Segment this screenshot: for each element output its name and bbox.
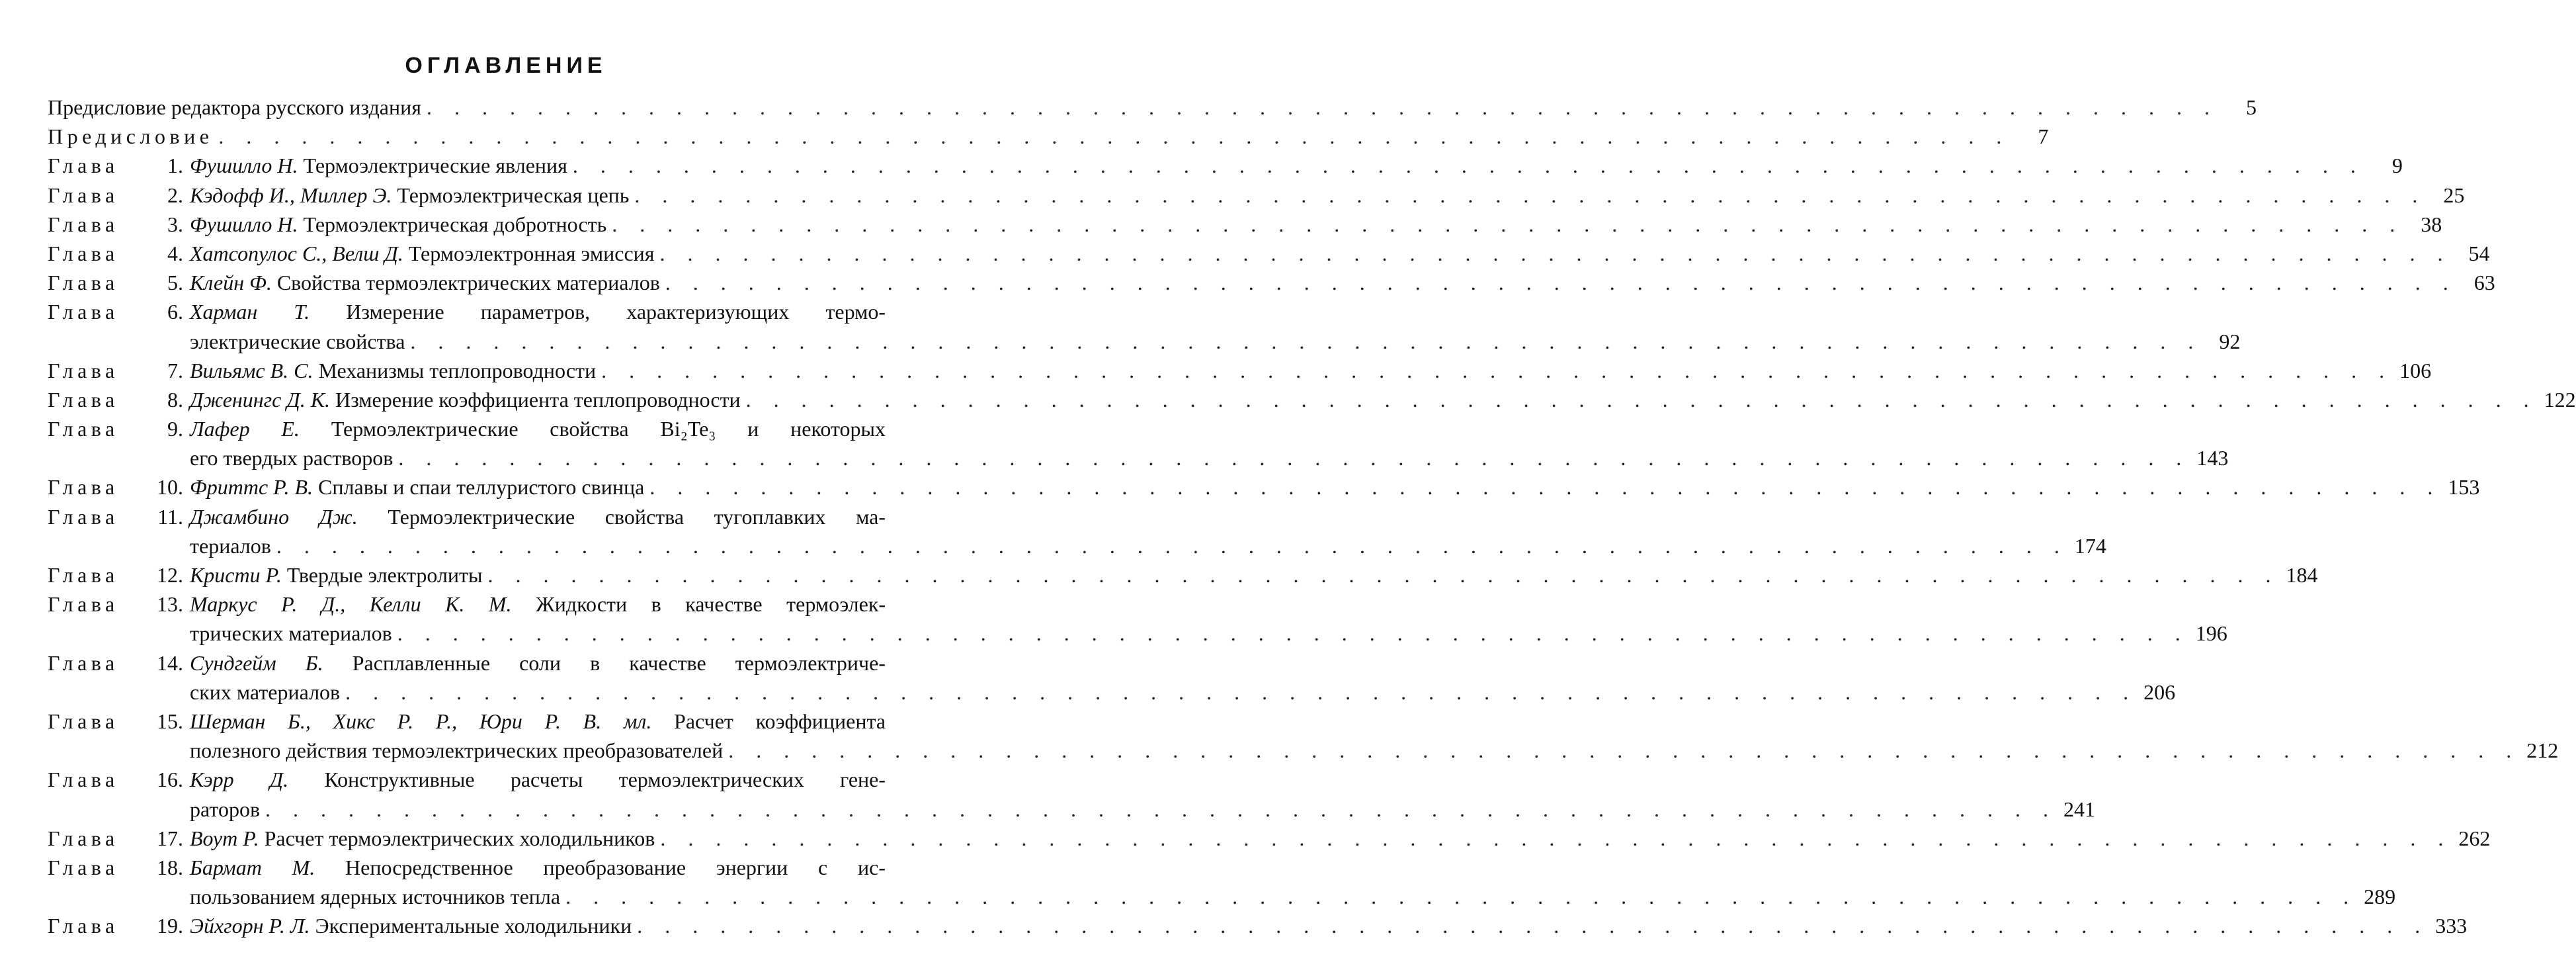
chapter-title: Сплавы и спаи теллуристого свинца [318, 475, 645, 500]
chapter-number: 3. [167, 212, 183, 236]
leader-dots: . . . . . . . . . . . . . . . . . . . . . . . . . . . . . . . . . . . . . . . . . . . . . . . . . . . . . . . . . . . . . . . . . [572, 154, 2364, 178]
chapter-title-continued: пользованием ядерных источников тепла [190, 885, 561, 909]
toc-entry-chapter-15-continued [48, 736, 2559, 765]
chapter-label: Глава [48, 768, 119, 792]
chapter-label: Глава [48, 709, 119, 733]
chapter-number: 2. [167, 183, 183, 207]
toc-entry-chapter-17 [48, 824, 2491, 853]
chapter-label: Глава [48, 183, 119, 207]
page-title: ОГЛАВЛЕНИЕ [405, 53, 607, 78]
chapter-title: Термоэлектрическая добротность [303, 212, 607, 236]
page-number: 153 [2448, 475, 2480, 500]
leader-dots: . . . . . . . . . . . . . . . . . . . . . . . . . . . . . . . . . . . . . . . . . . . . . . . . . . . . . . . . . . . . . . . . . [665, 271, 2457, 295]
chapter-number: 9. [167, 417, 183, 441]
chapter-label: Глава [48, 241, 119, 265]
leader-dots: . . . . . . . . . . . . . . . . . . . . . . . . . . . . . . . . . . . . . . . . . . . . . . . . . . . . . . . . . . . . . . . . . [265, 797, 2057, 821]
page-number: 241 [2063, 797, 2096, 821]
toc-entry-chapter-5 [48, 268, 2495, 297]
chapter-author: Фушилло Н. [190, 154, 298, 178]
chapter-number: 19. [157, 914, 183, 938]
chapter-number: 7. [167, 358, 183, 382]
toc-entry-editor-preface [48, 93, 2257, 122]
page-number: 184 [2286, 563, 2318, 587]
leader-dots: . . . . . . . . . . . . . . . . . . . . . . . . . . . . . . . . . . . . . . . . . . . . . . . . . . . . . . . . . . . . . . . . . [601, 358, 2393, 382]
entry-title: Предисловие редактора русского издания [48, 95, 421, 119]
leader-dots: . . . . . . . . . . . . . . . . . . . . . . . . . . . . . . . . . . . . . . . . . . . . . . . . . . . . . . . . . . . . . . . . . [659, 241, 2452, 265]
chapter-author: Хатсопулос С., Велш Д. [190, 241, 403, 265]
toc-entry-chapter-8 [48, 385, 2576, 414]
toc-entry-chapter-18 [48, 853, 924, 882]
chapter-author: Маркус Р. Д., Келли К. М. [190, 592, 512, 617]
toc-entry-chapter-12 [48, 560, 2318, 590]
toc-entry-chapter-6 [48, 297, 924, 326]
chapter-number: 11. [157, 504, 183, 529]
chapter-title: Измерение параметров, характеризующих термо- [346, 300, 886, 324]
chapter-title: Термоэлектрические явления [303, 154, 567, 178]
page-number: 196 [2195, 621, 2227, 646]
toc-entry-chapter-16 [48, 765, 924, 794]
chapter-number: 4. [167, 241, 183, 265]
toc-entry-preface [48, 122, 2049, 151]
chapter-author: Лафер Е. [190, 417, 300, 441]
chapter-title: Расчет термоэлектрических холодильников [264, 826, 655, 850]
chapter-label: Глава [48, 271, 119, 295]
leader-dots: . . . . . . . . . . . . . . . . . . . . . . . . . . . . . . . . . . . . . . . . . . . . . . . . . . . . . . . . . . . . . . . . . [660, 826, 2452, 850]
chapter-number: 18. [157, 855, 183, 879]
chapter-author: Джамбино Дж. [190, 504, 358, 529]
entry-title: Предисловие [48, 124, 214, 149]
chapter-title-continued: териалов [190, 533, 271, 558]
leader-dots: . . . . . . . . . . . . . . . . . . . . . . . . . . . . . . . . . . . . . . . . . . . . . . . . . . . . . . . . . . . . . . . . . [649, 475, 2442, 500]
toc-entry-chapter-4 [48, 239, 2490, 268]
chapter-number: 13. [157, 592, 183, 617]
chapter-title: Твердые электролиты [286, 563, 483, 587]
chapter-title-continued: ских материалов [190, 680, 341, 704]
page-number: 7 [2038, 124, 2049, 149]
chapter-label: Глава [48, 387, 119, 412]
chapter-title: Термоэлектрические свойства тугоплавких ма- [388, 504, 886, 529]
table-of-contents [48, 93, 2576, 940]
chapter-number: 15. [157, 709, 183, 733]
leader-dots: . . . . . . . . . . . . . . . . . . . . . . . . . . . . . . . . . . . . . . . . . . . . . . . . . . . . . . . . . . . . . . . . . [745, 387, 2538, 412]
chapter-title-continued: электрические свойства [190, 329, 405, 353]
chapter-title: Термоэлектрические свойства Bi₂Te₃ и некоторых [331, 417, 886, 441]
chapter-author: Шерман Б., Хикс Р. Р., Юри Р. В. мл. [190, 709, 652, 733]
page-number: 333 [2435, 914, 2468, 938]
chapter-title: Жидкости в качестве термоэлек- [536, 592, 886, 617]
chapter-title: Экспериментальные холодильники [315, 914, 632, 938]
page-number: 206 [2143, 680, 2176, 704]
leader-dots: . . . . . . . . . . . . . . . . . . . . . . . . . . . . . . . . . . . . . . . . . . . . . . . . . . . . . . . . . . . . . . . . . [487, 563, 2280, 587]
page-number: 38 [2421, 212, 2442, 236]
page-number: 289 [2364, 885, 2396, 909]
chapter-author: Дженингс Д. К. [190, 387, 330, 412]
toc-entry-chapter-14-continued [48, 678, 2176, 707]
chapter-label: Глава [48, 417, 119, 441]
chapter-author: Кристи Р. [190, 563, 282, 587]
toc-entry-chapter-2 [48, 181, 2465, 210]
page-number: 92 [2219, 329, 2241, 353]
chapter-number: 10. [157, 475, 183, 500]
toc-entry-chapter-13-continued [48, 619, 2227, 648]
chapter-title: Расплавленные соли в качестве термоэлектриче- [352, 650, 886, 675]
toc-entry-chapter-9 [48, 414, 924, 443]
page-number: 122 [2544, 387, 2576, 412]
chapter-number: 5. [167, 271, 183, 295]
toc-entry-chapter-14 [48, 648, 924, 678]
page-number: 5 [2245, 95, 2257, 119]
leader-dots: . . . . . . . . . . . . . . . . . . . . . . . . . . . . . . . . . . . . . . . . . . . . . . . . . . . . . . . . . . . . . . . . . [276, 533, 2068, 558]
chapter-title: Механизмы теплопроводности [318, 358, 597, 382]
toc-entry-chapter-6-continued [48, 327, 2241, 356]
chapter-label: Глава [48, 212, 119, 236]
chapter-number: 12. [157, 563, 183, 587]
chapter-number: 6. [167, 300, 183, 324]
page-number: 63 [2473, 271, 2495, 295]
chapter-number: 17. [157, 826, 183, 850]
chapter-author: Вильямс В. С. [190, 358, 313, 382]
chapter-title: Измерение коэффициента теплопроводности [335, 387, 741, 412]
toc-entry-chapter-16-continued [48, 795, 2096, 824]
toc-entry-chapter-9-continued [48, 443, 2229, 472]
toc-entry-chapter-3 [48, 210, 2442, 239]
leader-dots: . . . . . . . . . . . . . . . . . . . . . . . . . . . . . . . . . . . . . . . . . . . . . . . . . . . . . . . . . . . . . . . . . [398, 446, 2190, 470]
chapter-title-continued: трических материалов [190, 621, 392, 646]
chapter-title: Непосредственное преобразование энергии с ис- [345, 855, 886, 879]
toc-entry-chapter-13 [48, 590, 924, 619]
chapter-label: Глава [48, 855, 119, 879]
chapter-label: Глава [48, 358, 119, 382]
chapter-author: Фушилло Н. [190, 212, 298, 236]
page-number: 212 [2526, 738, 2559, 763]
toc-entry-chapter-15 [48, 707, 924, 736]
leader-dots: . . . . . . . . . . . . . . . . . . . . . . . . . . . . . . . . . . . . . . . . . . . . . . . . . . . . . . . . . . . . . . . . . [345, 680, 2138, 704]
leader-dots: . . . . . . . . . . . . . . . . . . . . . . . . . . . . . . . . . . . . . . . . . . . . . . . . . . . . . . . . . . . . . . . . . [410, 329, 2202, 353]
chapter-label: Глава [48, 826, 119, 850]
chapter-title-continued: его твердых растворов [190, 446, 394, 470]
chapter-author: Эйхгорн Р. Л. [190, 914, 310, 938]
page-number: 54 [2468, 241, 2490, 265]
leader-dots: . . . . . . . . . . . . . . . . . . . . . . . . . . . . . . . . . . . . . . . . . . . . . . . . . . . . . . . . . . . . . . . . . [637, 914, 2429, 938]
toc-entry-chapter-1 [48, 151, 2403, 180]
chapter-label: Глава [48, 154, 119, 178]
leader-dots: . . . . . . . . . . . . . . . . . . . . . . . . . . . . . . . . . . . . . . . . . . . . . . . . . . . . . . . . . . . . . . . . . [612, 212, 2404, 236]
page-number: 9 [2391, 154, 2403, 178]
toc-entry-chapter-11 [48, 502, 924, 531]
toc-entry-chapter-10 [48, 472, 2480, 502]
leader-dots: . . . . . . . . . . . . . . . . . . . . . . . . . . . . . . . . . . . . . . . . . . . . . . . . . . . . . . . . . . . . . . . . . [397, 621, 2189, 646]
chapter-title: Термоэлектрическая цепь [397, 183, 630, 207]
chapter-author: Клейн Ф. [190, 271, 272, 295]
chapter-author: Кэдофф И., Миллер Э. [190, 183, 392, 207]
page-number: 262 [2458, 826, 2491, 850]
toc-entry-chapter-11-continued [48, 531, 2106, 560]
chapter-number: 8. [167, 387, 183, 412]
chapter-author: Кэрр Д. [190, 768, 289, 792]
leader-dots: . . . . . . . . . . . . . . . . . . . . . . . . . . . . . . . . . . . . . . . . . . . . . . . . . . . . . . . . . . . . . . . . . [634, 183, 2427, 207]
chapter-author: Бармат М. [190, 855, 315, 879]
chapter-author: Харман Т. [190, 300, 310, 324]
chapter-title: Свойства термоэлектрических материалов [276, 271, 660, 295]
page-number: 106 [2399, 358, 2432, 382]
chapter-label: Глава [48, 504, 119, 529]
chapter-title: Расчет коэффициента [674, 709, 886, 733]
chapter-author: Воут Р. [190, 826, 259, 850]
chapter-title-continued: полезного действия термоэлектрических преобразователей [190, 738, 724, 763]
leader-dots: . . . . . . . . . . . . . . . . . . . . . . . . . . . . . . . . . . . . . . . . . . . . . . . . . . . . . . . . . . . . . . . . . [728, 738, 2520, 763]
toc-entry-chapter-7 [48, 356, 2432, 385]
chapter-label: Глава [48, 650, 119, 675]
page-number: 25 [2443, 183, 2465, 207]
chapter-title: Термоэлектронная эмиссия [408, 241, 655, 265]
toc-entry-chapter-19 [48, 911, 2468, 940]
chapter-number: 1. [167, 154, 183, 178]
chapter-number: 14. [157, 650, 183, 675]
leader-dots: . . . . . . . . . . . . . . . . . . . . . . . . . . . . . . . . . . . . . . . . . . . . . . . . . . . . . . . . . . . . . . . . . [565, 885, 2358, 909]
chapter-author: Фриттс Р. В. [190, 475, 313, 500]
chapter-number: 16. [157, 768, 183, 792]
leader-dots: . . . . . . . . . . . . . . . . . . . . . . . . . . . . . . . . . . . . . . . . . . . . . . . . . . . . . . . . . . . . . . . . . [426, 95, 2218, 119]
chapter-label: Глава [48, 475, 119, 500]
chapter-author: Сундгейм Б. [190, 650, 323, 675]
leader-dots: . . . . . . . . . . . . . . . . . . . . . . . . . . . . . . . . . . . . . . . . . . . . . . . . . . . . . . . . . . . . . . . . . [218, 124, 2011, 149]
page-number: 143 [2196, 446, 2229, 470]
toc-entry-chapter-18-continued [48, 882, 2396, 911]
chapter-title-continued: раторов [190, 797, 261, 821]
chapter-label: Глава [48, 592, 119, 617]
chapter-label: Глава [48, 914, 119, 938]
page-number: 174 [2074, 533, 2106, 558]
chapter-title: Конструктивные расчеты термоэлектрических гене- [324, 768, 886, 792]
chapter-label: Глава [48, 563, 119, 587]
chapter-label: Глава [48, 300, 119, 324]
